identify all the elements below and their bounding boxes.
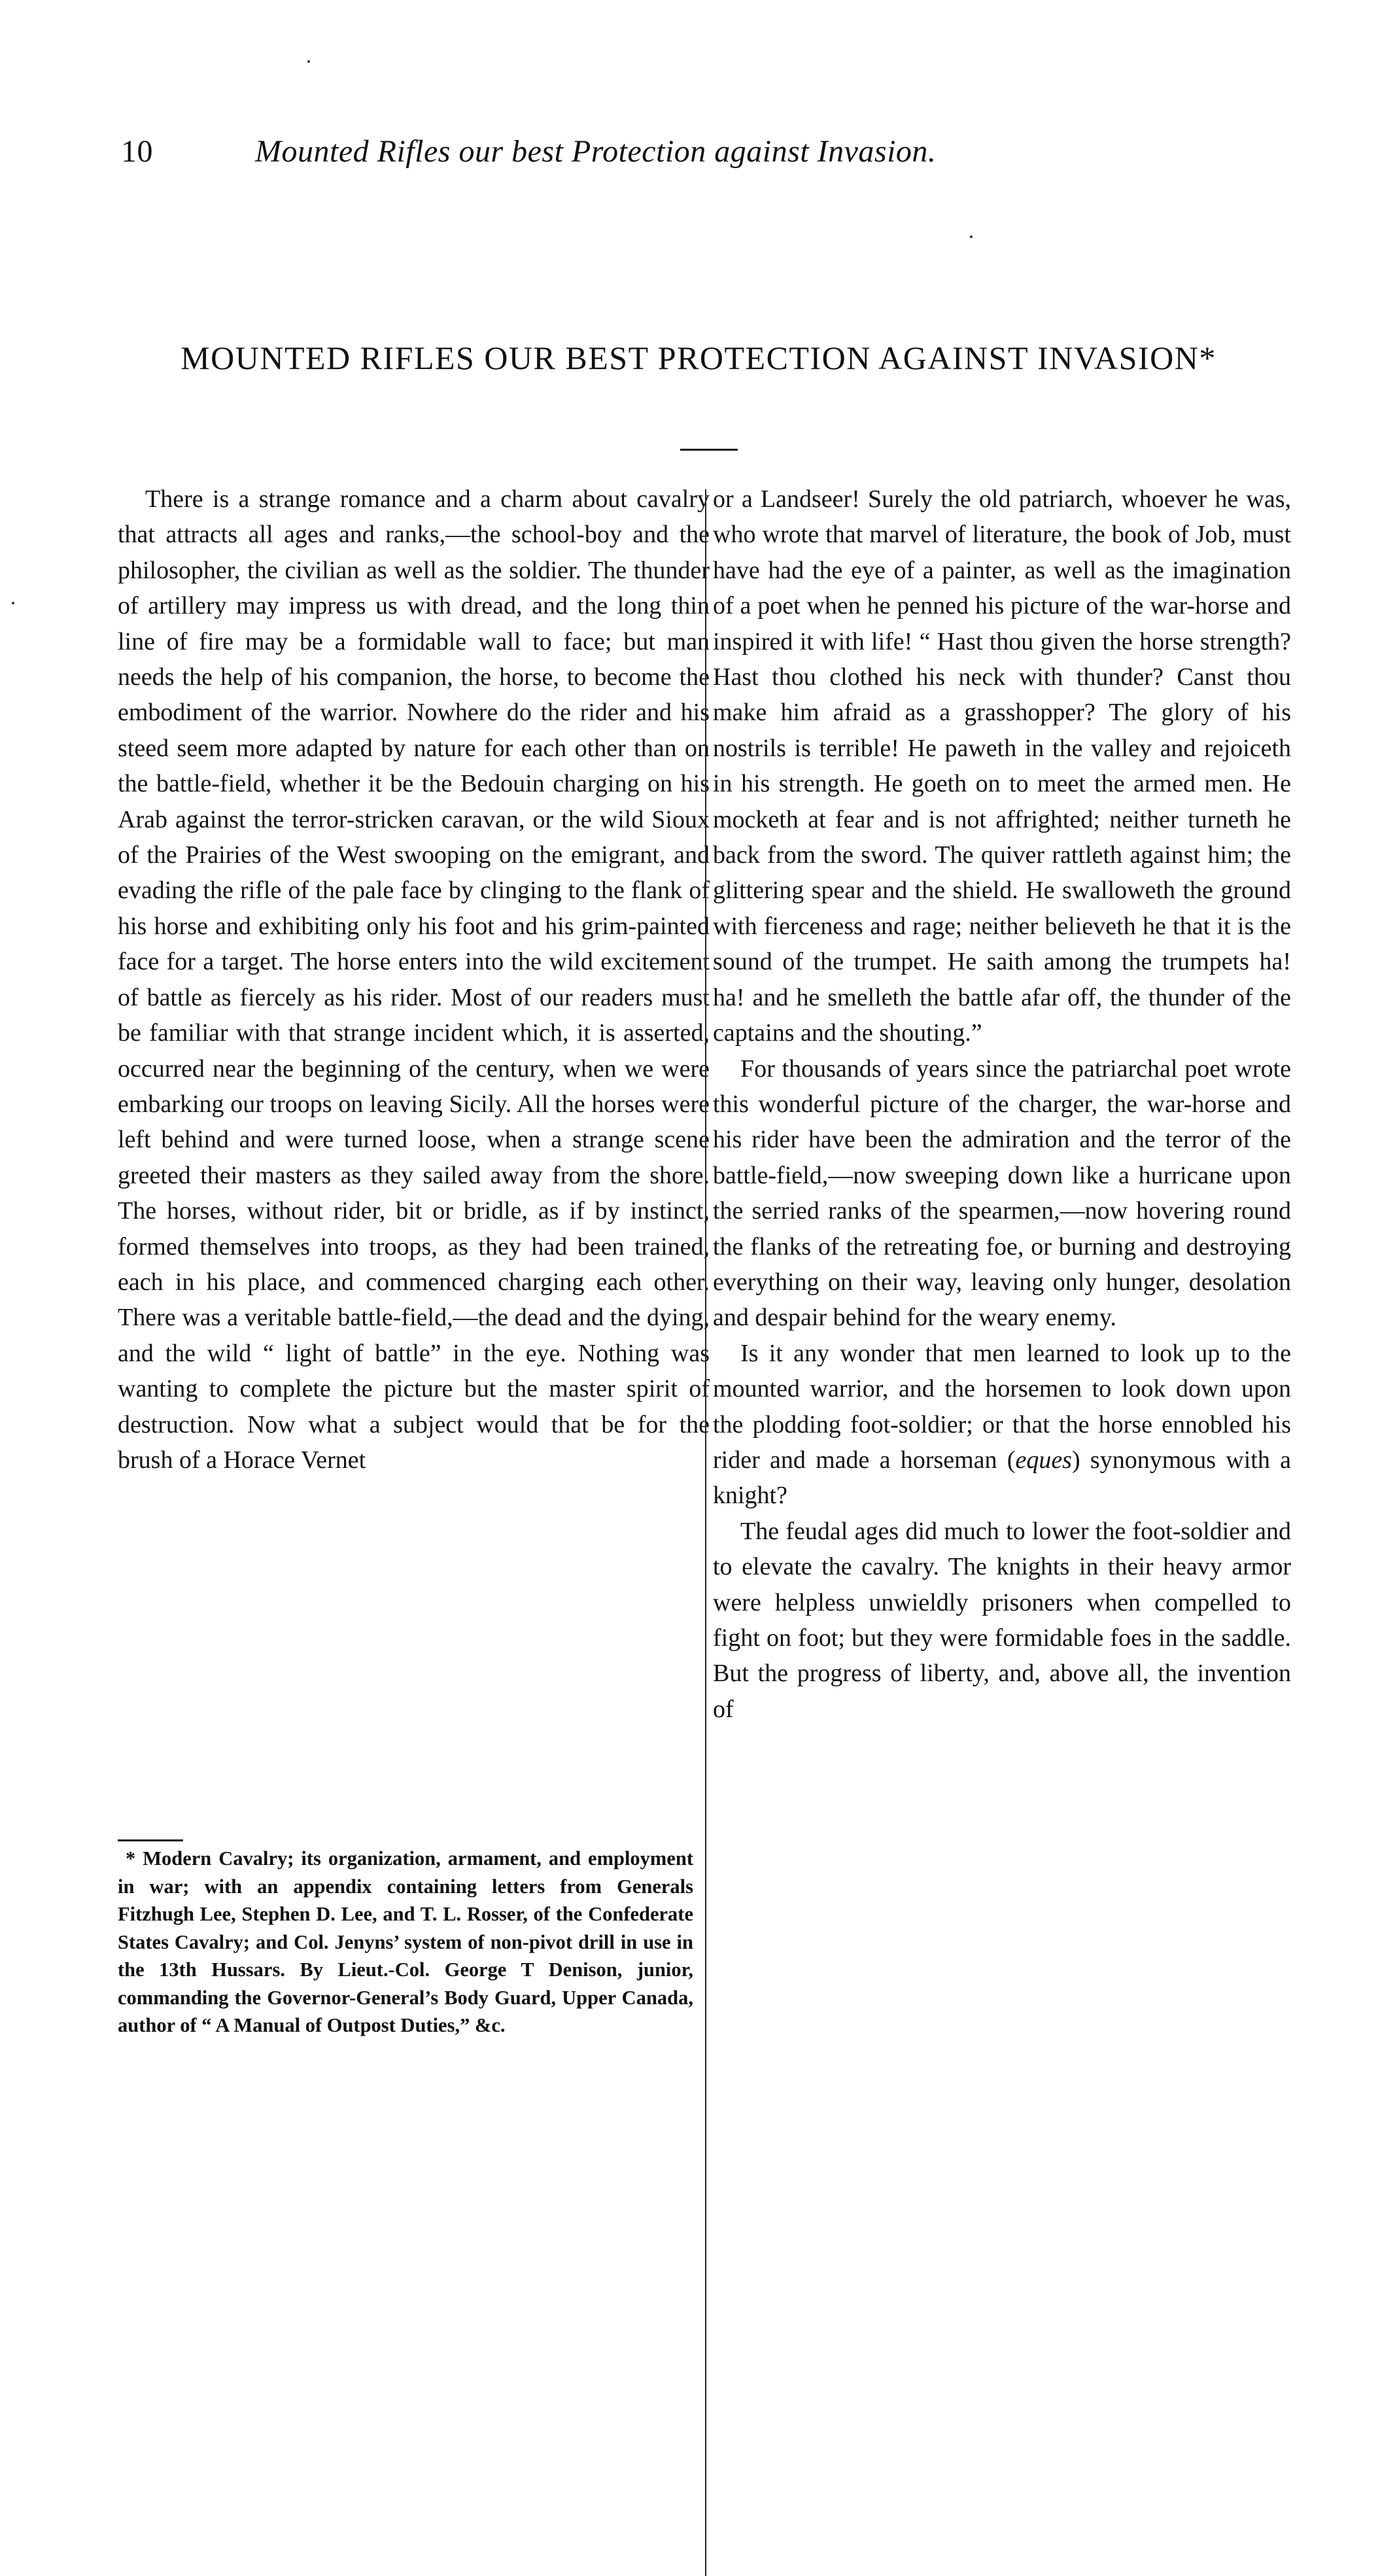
article-title: MOUNTED RIFLES OUR BEST PROTECTION AGAINST INVASION* [181, 339, 1216, 376]
footnote-rule [118, 1839, 183, 1841]
running-title: Mounted Rifles our best Protection against Invasion. [255, 134, 937, 169]
paragraph: There is a strange romance and a charm about cavalry that attracts all ages and ranks,—the school-boy and the philosopher, the civilian as well as the soldier. The thunder of artillery may impress us with dread, and the long thin line of fire may be a formidable wall to face; but man needs the help of his companion, the horse, to become the embodiment of the warrior. Nowhere do the rider and his steed seem more adapted by nature for each other than on the battle-field, whether it be the Bedouin charging on his Arab against the terror-stricken caravan, or the wild Sioux of the Prairies of the West swooping on the emigrant, and evading the rifle of the pale face by clinging to the flank of his horse and exhibiting only his foot and his grim-painted face for a target. The horse enters into the wild excitement of battle as fiercely as his rider. Most of our readers must be familiar with that strange incident which, it is asserted, occurred near the beginning of the century, when we were embarking our troops on leaving Sicily. All the horses were left behind and were turned loose, when a strange scene greeted their masters as they sailed away from the shore. The horses, without rider, bit or bridle, as if by instinct, formed themselves into troops, as they had been trained, each in his place, and commenced charging each other. There was a veritable battle-field,—the dead and the dying, and the wild “ light of battle” in the eye. Nothing was wanting to complete the picture but the master spirit of destruction. Now what a subject would that be for the brush of a Horace Vernet [118, 485, 710, 1474]
right-column [713, 481, 1291, 1727]
print-speck [970, 235, 973, 238]
column-divider [705, 489, 706, 2576]
emphasis-eques: eques [1015, 1446, 1072, 1474]
running-head [121, 128, 1276, 181]
paragraph-text: Is it any wonder that men learned to look up to the mounted warrior, and the horsemen to look down upon the plodding foot-soldier; or that the horse ennobled his rider and made a horseman ( [713, 1339, 1291, 1474]
page-number: 10 [121, 134, 153, 169]
paragraph-text: ) synonymous with a knight? [713, 1446, 1291, 1510]
print-speck [307, 60, 310, 63]
paragraph: The feudal ages did much to lower the foot-soldier and to elevate the cavalry. The knights in their heavy armor were helpless unwieldly prisoners when compelled to fight on foot; but they were formidable foes in the saddle. But the progress of liberty, and, above all, the invention of [713, 1517, 1291, 1723]
print-speck [12, 602, 14, 604]
paragraph: or a Landseer! Surely the old patriarch, whoever he was, who wrote that marvel of literature, the book of Job, must have had the eye of a painter, as well as the imagination of a poet when he penned his picture of the war-horse and inspired it with life! “ Hast thou given the horse strength? Hast thou clothed his neck with thunder? Canst thou make him afraid as a grasshopper? The glory of his nostrils is terrible! He paweth in the valley and rejoiceth in his strength. He goeth on to meet the armed men. He mocketh at fear and is not affrighted; neither turneth he back from the sword. The quiver rattleth against him; the glittering spear and the shield. He swalloweth the ground with fierceness and rage; neither believeth he that it is the sound of the trumpet. He saith among the trumpets ha! ha! and he smelleth the battle afar off, the thunder of the captains and the shouting.” [713, 485, 1291, 1047]
footnote-text: * Modern Cavalry; its organization, armament, and employment in war; with an appendix containing letters from Generals Fitzhugh Lee, Stephen D. Lee, and T. L. Rosser, of the Confederate States Cavalry; and Col. Jenyns’ system of non-pivot drill in use in the 13th Hussars. By Lieut.-Col. George T Denison, junior, commanding the Governor-General’s Body Guard, Upper Canada, author of “ A Manual of Outpost Duties,” &c. [118, 1847, 693, 2036]
paragraph-eques [713, 1336, 1291, 1514]
paragraph: For thousands of years since the patriarchal poet wrote this wonderful picture of the charger, the war-horse and his rider have been the admiration and the terror of the battle-field,—now sweeping down like a hurricane upon the serried ranks of the spearmen,—now hovering round the flanks of the retreating foe, or burning and destroying everything on their way, leaving only hunger, desolation and despair behind for the weary enemy. [713, 1054, 1291, 1332]
footnote [118, 1845, 693, 2040]
left-column [118, 481, 710, 1478]
title-rule [680, 449, 738, 451]
